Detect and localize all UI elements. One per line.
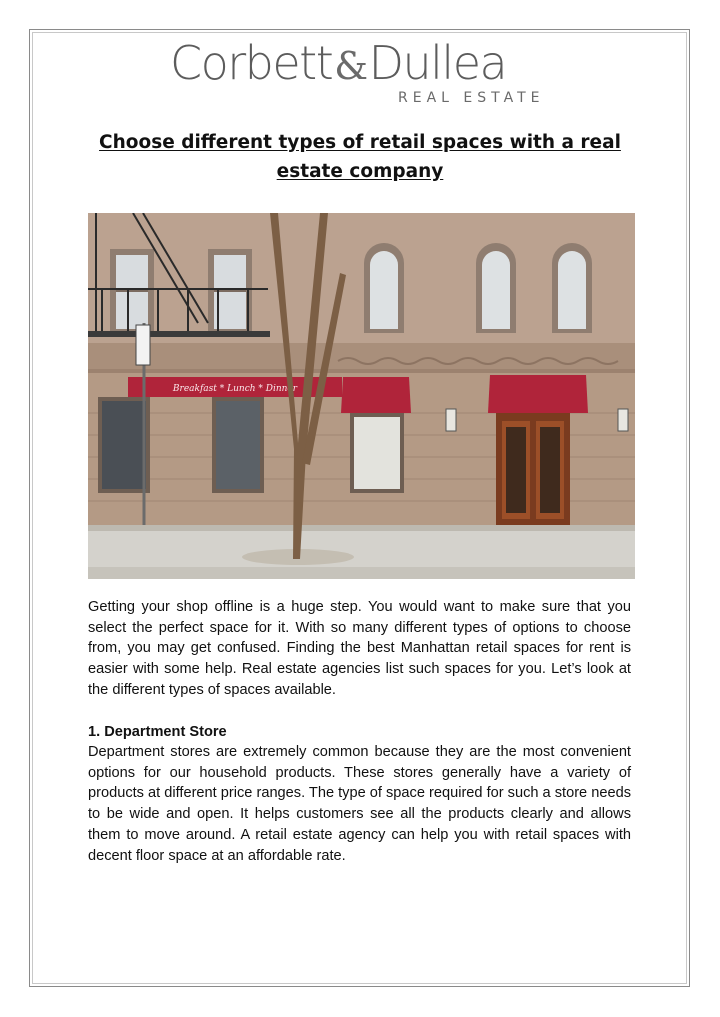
document-title: Choose different types of retail spaces with a real estate company <box>99 132 621 182</box>
section-heading-department-store: 1. Department Store <box>88 724 227 740</box>
logo-wordmark <box>170 38 506 91</box>
company-logo <box>170 38 550 110</box>
lower-window-middle-right <box>350 413 404 493</box>
awning-text: Breakfast * Lunch * Dinner <box>172 384 298 394</box>
upper-window-middle <box>208 249 252 333</box>
awning-middle <box>341 377 411 413</box>
storefront-photo <box>88 213 635 579</box>
logo-tagline: REAL ESTATE <box>398 90 545 106</box>
logo-name-right: Dullea <box>368 36 507 90</box>
logo-name-left: Corbett <box>170 36 333 90</box>
intro-paragraph: Getting your shop offline is a huge step. You would want to make sure that you select the perfect space for it. With so many different types of options to choose from, you may get confused. Finding the best Manhattan retail spaces for rent is easier with some help. Real estate agencies list such spaces for you. Let’s look at the different types of spaces available. <box>88 599 631 698</box>
lower-window-middle-left <box>212 397 264 493</box>
front-door <box>496 413 570 525</box>
lower-window-left <box>98 397 150 493</box>
arched-windows <box>364 243 592 333</box>
logo-ampersand: & <box>334 44 367 88</box>
awning-door <box>488 375 588 413</box>
upper-window-left <box>110 249 154 333</box>
section-body-department-store: Department stores are extremely common because they are the most convenient options for our household products. These stores generally have a variety of products at different price ranges. The type of space required for such a store needs to be wide and open. It helps customers see all the products clearly and allows them to move around. A retail estate agency can help you with retail spaces with decent floor space at an affordable rate. <box>88 744 631 864</box>
